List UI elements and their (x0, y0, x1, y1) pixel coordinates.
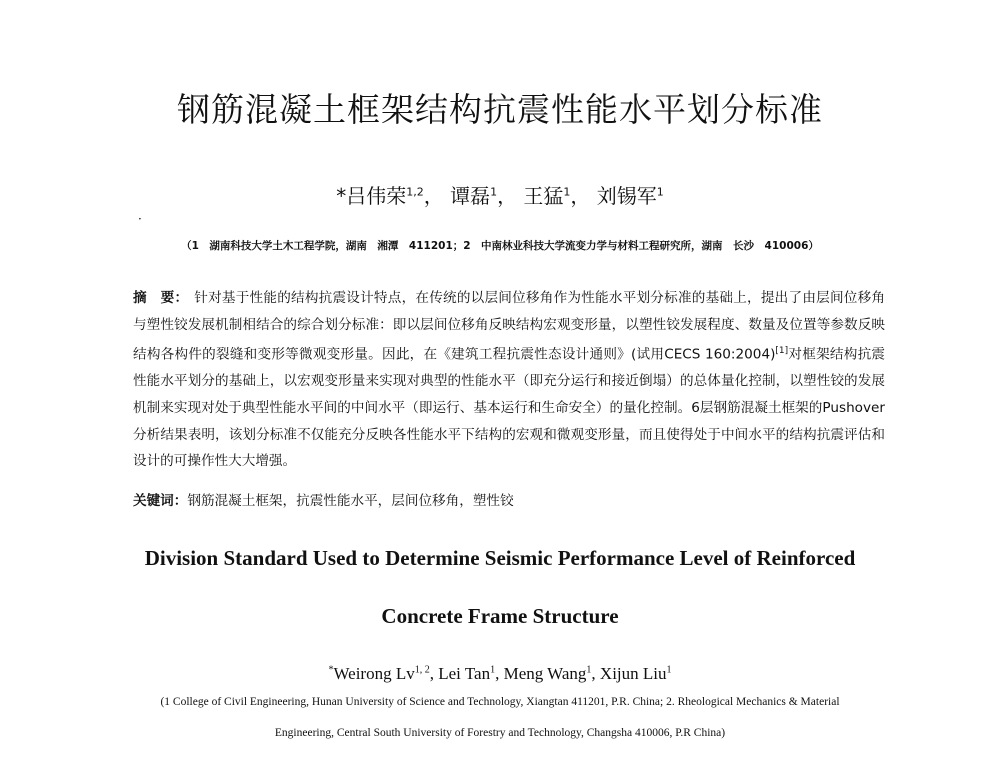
keywords-label: 关键词： (133, 493, 188, 509)
chinese-author: 谭磊$^1$， (450, 184, 518, 208)
bullet-mark: · (138, 212, 142, 226)
chinese-title: 钢筋混凝土框架结构抗震性能水平划分标准 (177, 90, 823, 129)
chinese-author: 王猛$^1$， (523, 184, 591, 208)
english-author: *Weirong Lv$^{1, 2}$, (328, 664, 439, 683)
english-author: Meng Wang$^1$, (503, 664, 600, 683)
chinese-author: 刘锡军$^1$ (596, 184, 664, 208)
chinese-author-list (0, 180, 1000, 209)
english-title-line1: Division Standard Used to Determine Seismic Performance Level of Reinforced (144, 546, 856, 570)
abstract-label: 摘 要： (133, 290, 189, 306)
abstract-text-part1: 针对基于性能的结构抗震设计特点，在传统的以层间位移角作为性能水平划分标准的基础上，提出了由层间位移角与塑性铰发展机制相结合的综合划分标准：即以层间位移角反映结构宏观变形量，以塑性铰发展程度、数量及位置等参数反映结构各构件的裂缝和变形等微观变形量。因此，在《建筑工程抗震性态设计通则》(试用CECS 160:2004) (133, 290, 886, 363)
english-affiliation-line1: (1 College of Civil Engineering, Hunan University of Science and Technology, Xiangtan 411201, P.R. China; 2. Rheological Mechanics & Material (160, 696, 840, 708)
english-affiliation-line2: Engineering, Central South University of Forestry and Technology, Changsha 410006, P.R China) (274, 727, 726, 739)
english-author-list (0, 664, 1000, 684)
abstract-text-part2: 对框架结构抗震性能水平划分的基础上，以宏观变形量来实现对典型的性能水平（即充分运行和接近倒塌）的总体量化控制，以塑性铰的发展机制来实现对处于典型性能水平间的中间水平（即运行、基本运行和生命安全）的量化控制。6层钢筋混凝土框架的Pushover分析结果表明，该划分标准不仅能充分反映各性能水平下结构的宏观和微观变形量，而且使得处于中间水平的结构抗震评估和设计的可操作性大大增强。 (133, 346, 886, 470)
chinese-abstract (133, 285, 885, 475)
english-title-line2: Concrete Frame Structure (381, 604, 619, 628)
chinese-affiliation: （1 湖南科技大学土木工程学院，湖南 湘潭 411201；2 中南林业科技大学流变力学与材料工程研究所，湖南 长沙 410006） (181, 240, 819, 252)
keywords-text: 钢筋混凝土框架，抗震性能水平，层间位移角，塑性铰 (187, 493, 514, 509)
english-author: Xijun Liu$^1$ (599, 664, 672, 683)
chinese-keywords (133, 489, 885, 509)
chinese-author: *吕伟荣$^{1,2}$， (336, 184, 444, 208)
english-author: Lei Tan$^1$, (438, 664, 504, 683)
citation-ref: [1] (775, 346, 789, 357)
